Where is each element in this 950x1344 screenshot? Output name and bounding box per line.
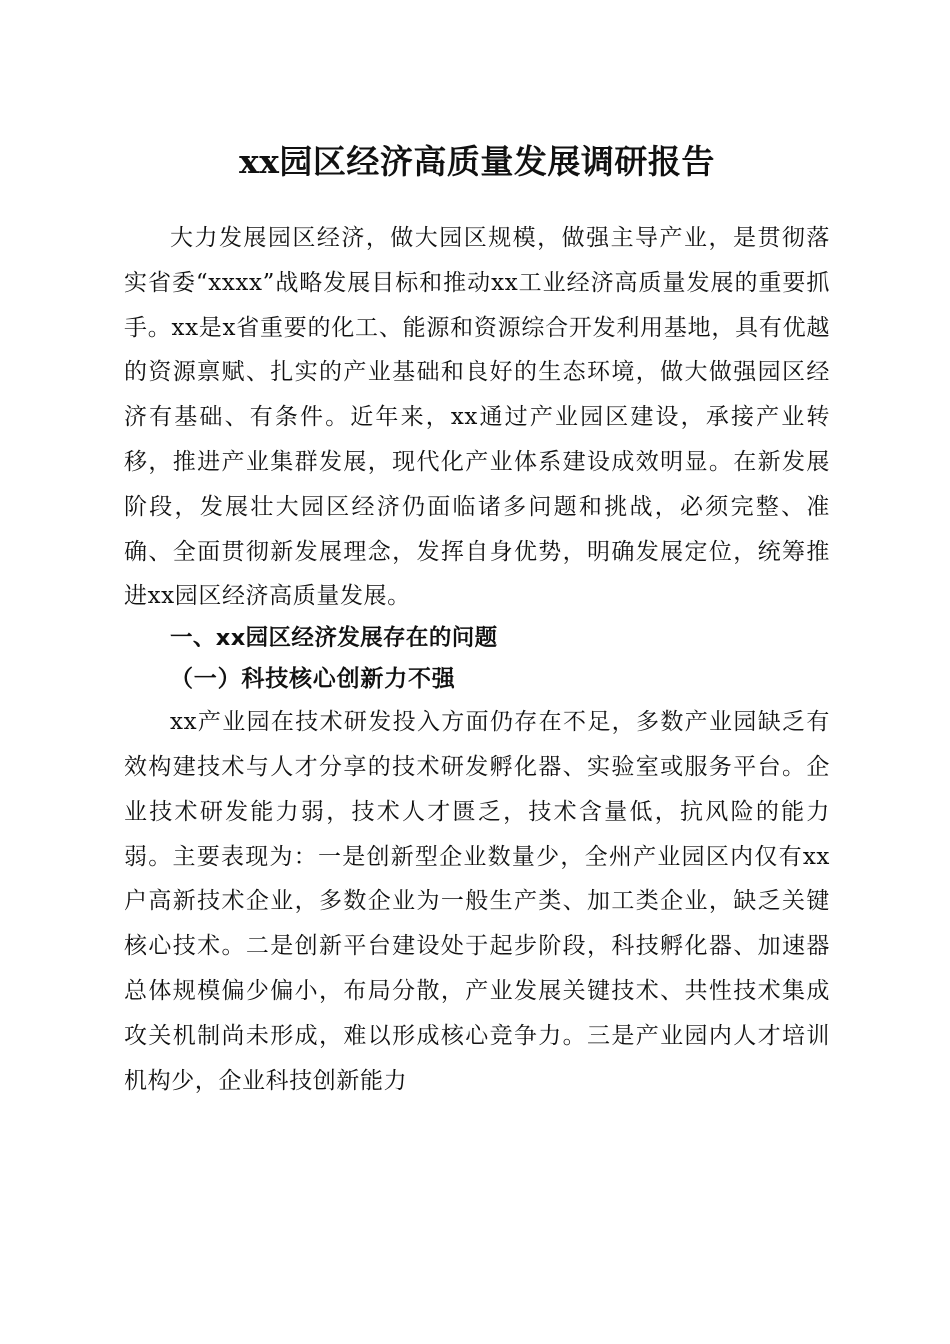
intro-paragraph: 大力发展园区经济，做大园区规模，做强主导产业，是贯彻落实省委“xxxx”战略发展目标和推动xx工业经济高质量发展的重要抓手。xx是x省重要的化工、能源和资源综合开发利用基地，具有优越的资源禀赋、扎实的产业基础和良好的生态环境，做大做强园区经济有基础、有条件。近年来，xx通过产业园区建设，承接产业转移，推进产业集群发展，现代化产业体系建设成效明显。在新发展阶段，发展壮大园区经济仍面临诸多问题和挑战，必须完整、准确、全面贯彻新发展理念，发挥自身优势，明确发展定位，统筹推进xx园区经济高质量发展。 bbox=[124, 225, 830, 610]
body-paragraph: xx产业园在技术研发投入方面仍存在不足，多数产业园缺乏有效构建技术与人才分享的技术研发孵化器、实验室或服务平台。企业技术研发能力弱，技术人才匮乏，技术含量低，抗风险的能力弱。主要表现为：一是创新型企业数量少，全州产业园区内仅有xx户高新技术企业，多数企业为一般生产类、加工类企业，缺乏关键核心技术。二是创新平台建设处于起步阶段，科技孵化器、加速器总体规模偏少偏小，布局分散，产业发展关键技术、共性技术集成攻关机制尚未形成，难以形成核心竞争力。三是产业园内人才培训机构少，企业科技创新能力 bbox=[124, 709, 830, 1094]
subsection-heading: （一）科技核心创新力不强 bbox=[170, 665, 456, 693]
document-body bbox=[124, 138, 830, 1103]
document-title: xx园区经济高质量发展调研报告 bbox=[239, 142, 715, 181]
section-heading: 一、xx园区经济发展存在的问题 bbox=[170, 625, 498, 652]
